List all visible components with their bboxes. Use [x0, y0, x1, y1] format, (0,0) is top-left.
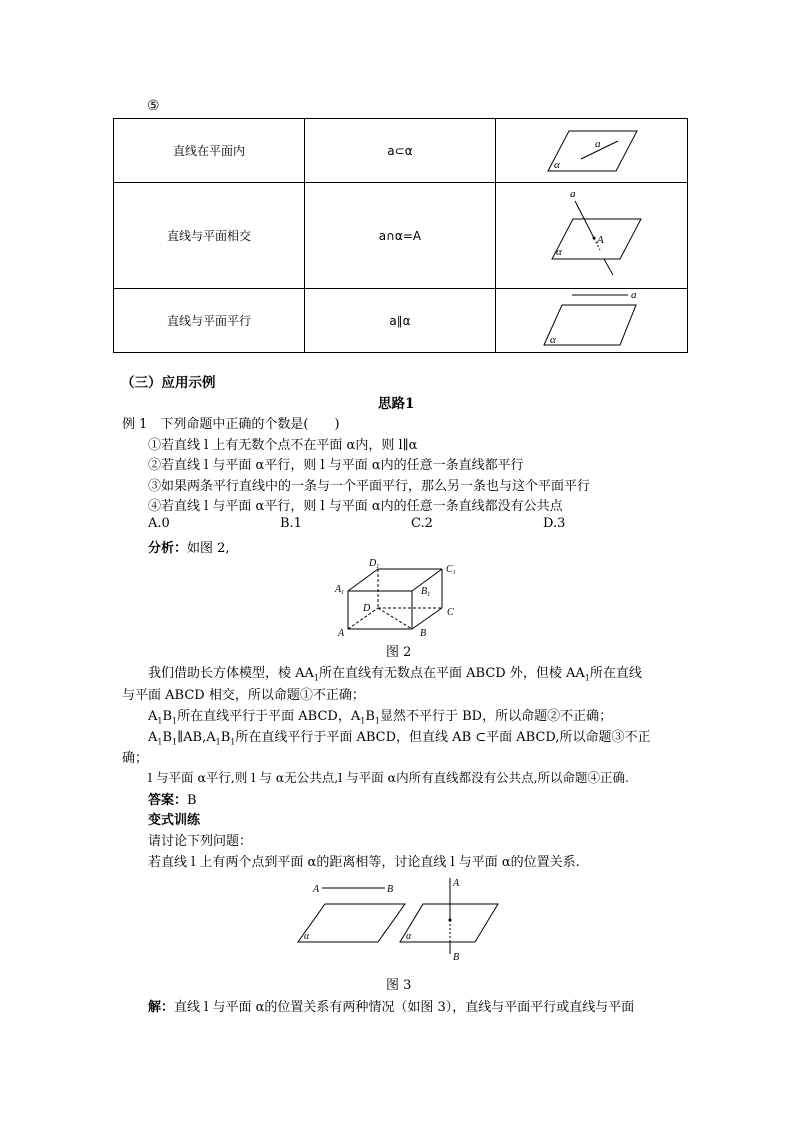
- label-B1: $B_1$: [421, 586, 431, 598]
- label-alpha: α: [549, 334, 556, 346]
- line-parallel-plane-figure: [496, 289, 687, 349]
- label-A: A: [453, 878, 460, 889]
- label-B: B: [453, 952, 460, 963]
- relation-figure: [495, 289, 687, 353]
- relation-name: 直线与平面平行: [114, 289, 305, 353]
- label-D1: $D_1$: [369, 558, 380, 570]
- label-C1: $C_1$: [446, 564, 456, 576]
- variant-question: 若直线 l 上有两个点到平面 α的距离相等，讨论直线 l 与平面 α的位置关系.: [148, 855, 580, 870]
- label-A: A: [313, 884, 320, 895]
- label-alpha: α: [553, 159, 560, 171]
- figure-3: [290, 872, 510, 968]
- example-stem: 例 1 下列命题中正确的个数是( ): [122, 417, 340, 432]
- label-A: A: [338, 628, 345, 639]
- label-a: a: [630, 289, 637, 301]
- relation-table: [113, 118, 688, 353]
- answer-label: 答案：: [148, 793, 188, 808]
- option-b: B.1: [280, 516, 302, 531]
- label-C: C: [447, 607, 454, 618]
- label-B: B: [387, 884, 394, 895]
- label-A1: $A_1$: [335, 584, 345, 596]
- line-intersect-plane-figure: [496, 183, 687, 285]
- analysis-para-1: 我们借助长方体模型，棱 $AA_1$所在直线有无数点在平面 ABCD 外，但棱 $AA_1$所在直线: [148, 666, 642, 683]
- analysis-line: [148, 537, 230, 556]
- label-a: a: [594, 138, 601, 150]
- proposition-4: ④若直线 l 与平面 α平行，则 l 与平面 α内的任意一条直线都没有公共点: [148, 499, 563, 514]
- solution-line: [148, 996, 634, 1015]
- idea-title: 思路1: [378, 396, 415, 412]
- analysis-para-3: $A_1B_1\parallel AB,A_1B_1$所在直线平行于平面 ABCD，但直线 AB ⊂平面 ABCD,所以命题③不正: [148, 730, 651, 747]
- analysis-para-3-cont: 确；: [122, 751, 149, 766]
- solution-text: 直线 l 与平面 α的位置关系有两种情况（如图 3），直线与平面平行或直线与平面: [174, 1000, 635, 1015]
- section-title: （三）应用示例: [121, 375, 216, 391]
- solution-label: 解：: [148, 1000, 175, 1015]
- analysis-para-4: l 与平面 α平行,则 l 与 α无公共点,l 与平面 α内所有直线都没有公共点,所以命题④正确.: [148, 770, 630, 785]
- label-alpha: α: [406, 931, 412, 942]
- section-marker: ⑤: [147, 98, 160, 114]
- relation-name: 直线在平面内: [114, 119, 305, 183]
- analysis-para-1-cont: 与平面 ABCD 相交，所以命题①不正确；: [122, 688, 365, 703]
- line-in-plane-figure: [496, 119, 687, 179]
- variant-intro: 请讨论下列问题：: [148, 834, 253, 849]
- cuboid-figure: [330, 556, 465, 640]
- option-c: C.2: [411, 516, 433, 531]
- label-A: A: [596, 234, 604, 246]
- figure-3-caption: 图 3: [386, 978, 412, 993]
- relation-figure: [495, 119, 687, 183]
- answer-line: [148, 789, 197, 808]
- table-row: [114, 289, 688, 353]
- analysis-text: 如图 2,: [187, 541, 230, 556]
- relation-symbol: a⊂α: [304, 119, 495, 183]
- relation-symbol: a∩α=A: [304, 183, 495, 289]
- relation-figure: [495, 183, 687, 289]
- label-alpha: α: [555, 246, 562, 258]
- analysis-label: 分析：: [148, 541, 188, 556]
- answer-value: B: [187, 793, 197, 808]
- proposition-2: ②若直线 l 与平面 α平行，则 l 与平面 α内的任意一条直线都平行: [148, 458, 524, 473]
- label-alpha: α: [304, 931, 310, 942]
- option-d: D.3: [543, 516, 566, 531]
- label-B: B: [420, 628, 427, 639]
- figure-2-caption: 图 2: [386, 645, 412, 660]
- variant-title: 变式训练: [148, 813, 201, 828]
- relation-symbol: a∥α: [304, 289, 495, 353]
- proposition-3: ③如果两条平行直线中的一条与一个平面平行，那么另一条也与这个平面平行: [148, 479, 591, 494]
- analysis-para-2: $A_1B_1$所在直线平行于平面 ABCD，$A_1B_1$显然不平行于 BD，所以命题②不正确；: [148, 709, 613, 726]
- option-a: A.0: [148, 516, 170, 531]
- table-row: [114, 183, 688, 289]
- table-row: [114, 119, 688, 183]
- relation-name: 直线与平面相交: [114, 183, 305, 289]
- label-D: D: [363, 603, 371, 614]
- proposition-1: ①若直线 l 上有无数个点不在平面 α内，则 l∥α: [148, 438, 418, 453]
- label-a: a: [569, 188, 576, 200]
